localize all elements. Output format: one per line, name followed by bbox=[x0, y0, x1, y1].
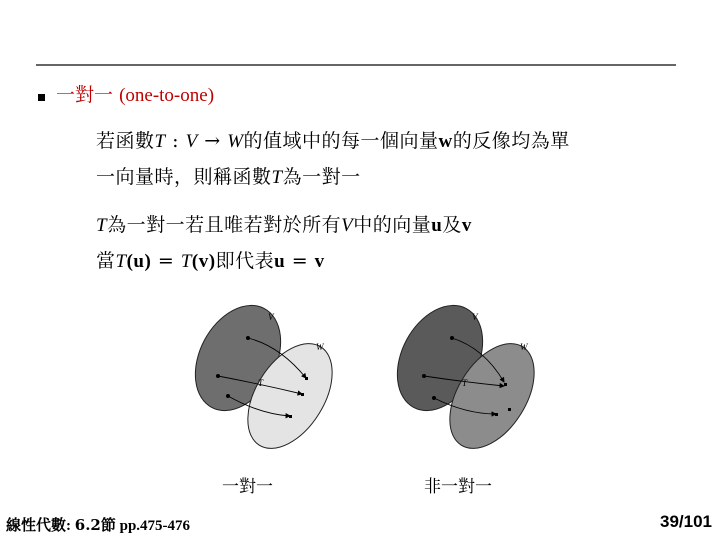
caption-not-one-to-one: 非一對一 bbox=[424, 477, 492, 497]
slide-heading bbox=[56, 80, 214, 107]
not-one-to-one-diagram bbox=[392, 296, 552, 456]
label-v: V bbox=[472, 312, 478, 322]
page-number: 39/101 bbox=[660, 512, 712, 531]
heading-en: (one-to-one) bbox=[119, 85, 215, 106]
definition-line-4: 當T(u) = T(v)即代表u = v bbox=[96, 250, 325, 272]
bullet-icon bbox=[38, 94, 45, 101]
label-t: T bbox=[462, 378, 468, 388]
label-t: T bbox=[258, 378, 264, 388]
label-w: W bbox=[520, 342, 528, 352]
caption-one-to-one: 一對一 bbox=[222, 477, 273, 497]
one-to-one-diagram bbox=[190, 296, 350, 456]
label-v: V bbox=[268, 312, 274, 322]
title-divider bbox=[36, 64, 676, 66]
definition-line-3: T為一對一若且唯若對於所有V中的向量u及v bbox=[96, 214, 472, 236]
definition-line-1: 若函數T : V → W的值域中的每一個向量w的反像均為單 bbox=[96, 130, 570, 152]
footer-source: 線性代數: 6.2節 pp.475-476 bbox=[6, 516, 191, 534]
heading-zh: 一對一 bbox=[56, 84, 114, 106]
definition-line-2: 一向量時，則稱函數T為一對一 bbox=[96, 166, 361, 188]
label-w: W bbox=[316, 342, 324, 352]
